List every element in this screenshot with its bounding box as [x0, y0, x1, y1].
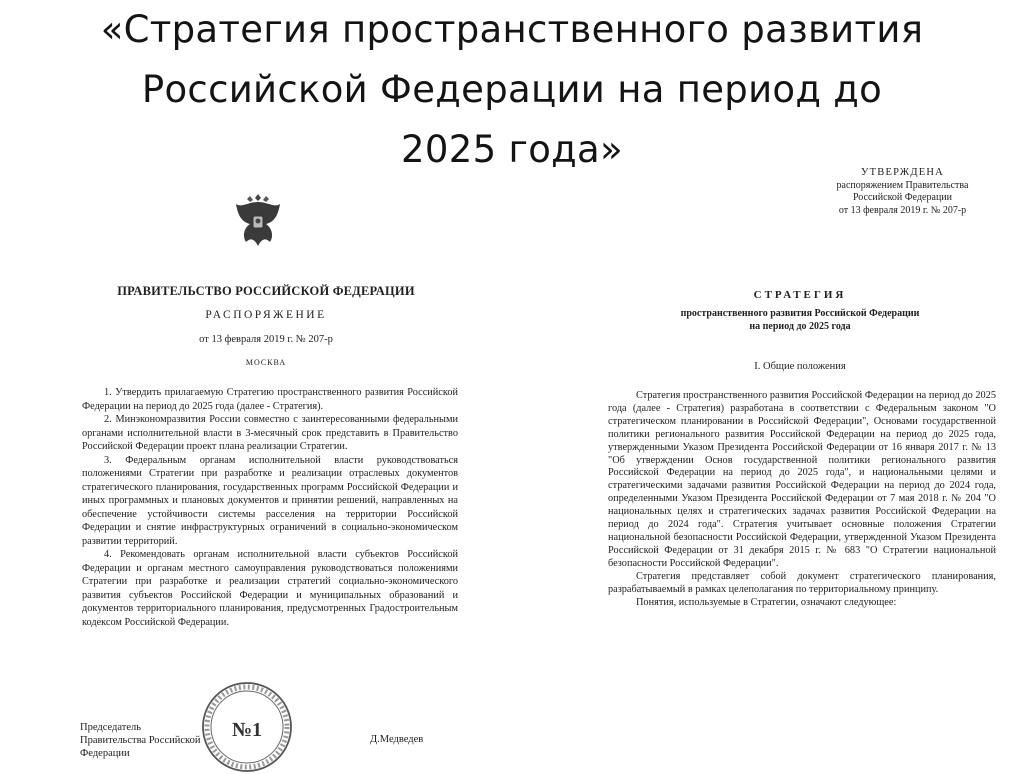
stamp-number: №1 — [231, 719, 263, 741]
strategy-subtitle-line: на период до 2025 года — [749, 320, 851, 332]
approval-head: УТВЕРЖДЕНА — [861, 167, 944, 178]
approval-line: распоряжением Правительства — [836, 179, 969, 191]
order-doc-type: РАСПОРЯЖЕНИЕ — [205, 309, 327, 321]
order-date: от 13 февраля 2019 г. № 207-р — [199, 334, 333, 345]
signature-role: Председатель Правительства Российской Федерации — [80, 722, 201, 759]
order-document — [70, 188, 462, 764]
strategy-subtitle-line: пространственного развития Российской Федерации — [680, 308, 920, 319]
order-paragraph: 1. Утвердить прилагаемую Стратегию пространственного развития Российской Федерации на период до 2025 года (далее - Стратегия). — [82, 387, 458, 412]
strategy-title: СТРАТЕГИЯ — [753, 289, 847, 301]
strategy-subtitle — [600, 308, 1000, 333]
russian-eagle-emblem-icon — [228, 188, 288, 252]
strategy-document — [600, 165, 1000, 725]
order-org-title: ПРАВИТЕЛЬСТВО РОССИЙСКОЙ ФЕДЕРАЦИИ — [117, 284, 415, 298]
slide-title-line: «Стратегия пространственного развития — [100, 8, 924, 51]
strategy-paragraph: Стратегия представляет собой документ стратегического планирования, разрабатываемый в рамках целеполагания по территориальному принципу. — [608, 570, 996, 595]
signature-name: Д.Медведев — [370, 734, 424, 745]
order-paragraph: 3. Федеральным органам исполнительной власти руководствоваться положениями Стратегии при разработке и реализации отраслевых документов стратегического планирования, государственных программ Российской Федерации и иных программных и плановых документов и принятии решений, направленных на обеспечение устойчивости системы расселения на территории Российской Федерации и снятие инфраструктурных ограничений в социально-экономическом развитии территорий. — [82, 454, 458, 547]
order-city: МОСКВА — [245, 358, 287, 367]
strategy-paragraph: Понятия, используемые в Стратегии, означают следующее: — [636, 596, 897, 608]
approval-line: Российской Федерации — [852, 192, 952, 203]
approval-line: от 13 февраля 2019 г. № 207-р — [838, 204, 967, 216]
slide-title — [0, 0, 1024, 180]
strategy-body — [608, 390, 996, 609]
order-body — [82, 386, 458, 629]
order-paragraph: 2. Минэкономразвития России совместно с заинтересованными федеральными органами исполнительной власти в 3-месячный срок представить в Правительство Российской Федерации проект плана реализации Стратегии. — [82, 414, 458, 452]
strategy-paragraph: Стратегия пространственного развития Российской Федерации на период до 2025 года (далее - Стратегия) разработана в соответствии с Федеральным законом "О стратегическом планировании в Российской Федерации", Основами государственной политики регионального развития Российской Федерации на период до 2025 года, утвержденными Указом Президента Российской Федерации от 16 января 2017 г. № 13 "Об утверждении Основ государственной политики регионального развития Российской Федерации на период до 2025 года", и национальными целями и стратегическими задачами развития Российской Федерации на период до 2024 года, определенными Указом Президента Российской Федерации от 7 мая 2018 г. № 204 "О национальных целях и стратегических задачах развития Российской Федерации на период до 2024 года". Стратегия учитывает основные положения Стратегии национальной безопасности Российской Федерации, утвержденной Указом Президента Российской Федерации от 31 декабря 2015 г. № 683 "О Стратегии национальной безопасности Российской Федерации". — [608, 390, 996, 569]
slide-title-line: 2025 года» — [401, 128, 623, 171]
slide-title-line: Российской Федерации на период до — [141, 68, 883, 111]
section-heading: I. Общие положения — [754, 361, 846, 372]
approval-block — [815, 167, 990, 217]
round-seal-stamp-icon — [200, 680, 294, 774]
order-paragraph: 4. Рекомендовать органам исполнительной власти субъектов Российской Федерации и органам местного самоуправления руководствоваться положениями Стратегии при разработке и реализации стратегий социально-экономического развития субъектов Российской Федерации и муниципальных образований и документов территориального планирования, предусмотренных Градостроительным кодексом Российской Федерации. — [82, 549, 458, 628]
